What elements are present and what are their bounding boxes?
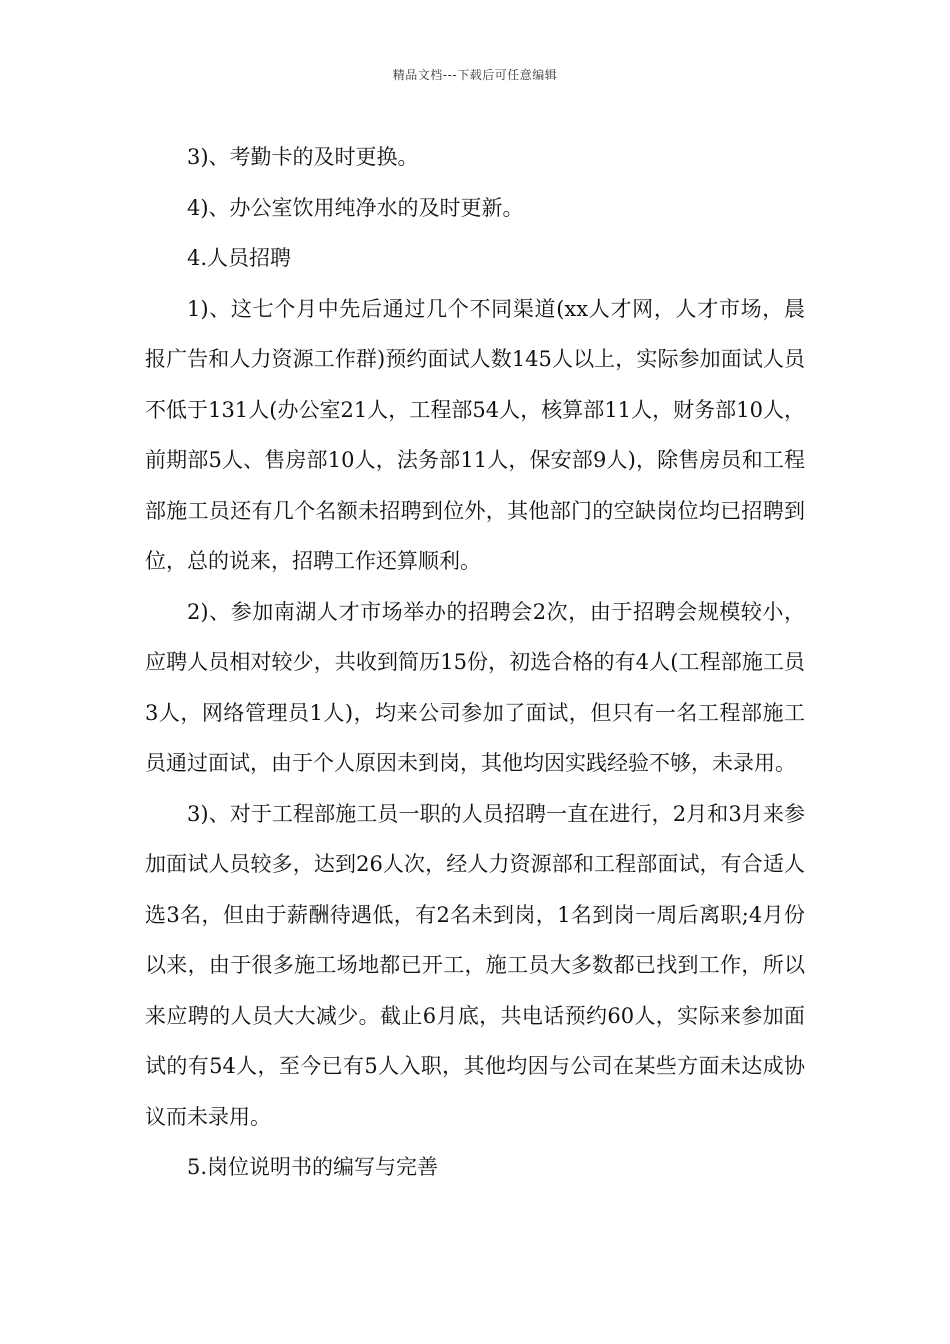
paragraph-construction-staff: 3)、对于工程部施工员一职的人员招聘一直在进行，2月和3月来参加面试人员较多，达到26人次，经人力资源部和工程部面试，有合适人选3名，但由于薪酬待遇低，有2名未到岗，1名到岗一周后离职;4月份以来，由于很多施工场地都已开工，施工员大多数都已找到工作，所以来应聘的人员大大减少。截止6月底，共电话预约60人，实际来参加面试的有54人，至今已有5人入职，其他均因与公司在某些方面未达成协议而未录用。 — [145, 801, 805, 1129]
page-header: 精品文档---下载后可任意编辑 — [392, 68, 558, 82]
section-heading-job-descriptions: 5.岗位说明书的编写与完善 — [187, 1155, 439, 1179]
section-heading-recruitment: 4.人员招聘 — [187, 246, 292, 270]
document-body — [145, 132, 805, 1193]
paragraph-recruitment-channels: 1)、这七个月中先后通过几个不同渠道(xx人才网，人才市场，晨报广告和人力资源工作群)预约面试人数145人以上，实际参加面试人员不低于131人(办公室21人，工程部54人，核算部11人，财务部10人，前期部5人、售房部10人，法务部11人，保安部9人)，除售房员和工程部施工员还有几个名额未招聘到位外，其他部门的空缺岗位均已招聘到位，总的说来，招聘工作还算顺利。 — [145, 296, 805, 573]
paragraph-drinking-water: 4)、办公室饮用纯净水的及时更新。 — [187, 195, 524, 220]
paragraph-attendance-card: 3)、考勤卡的及时更换。 — [187, 145, 419, 169]
paragraph-job-fair: 2)、参加南湖人才市场举办的招聘会2次，由于招聘会规模较小，应聘人员相对较少，共收到简历15份，初选合格的有4人(工程部施工员3人，网络管理员1人)，均来公司参加了面试，但只有一名工程部施工员通过面试，由于个人原因未到岗，其他均因实践经验不够，未录用。 — [145, 599, 805, 775]
